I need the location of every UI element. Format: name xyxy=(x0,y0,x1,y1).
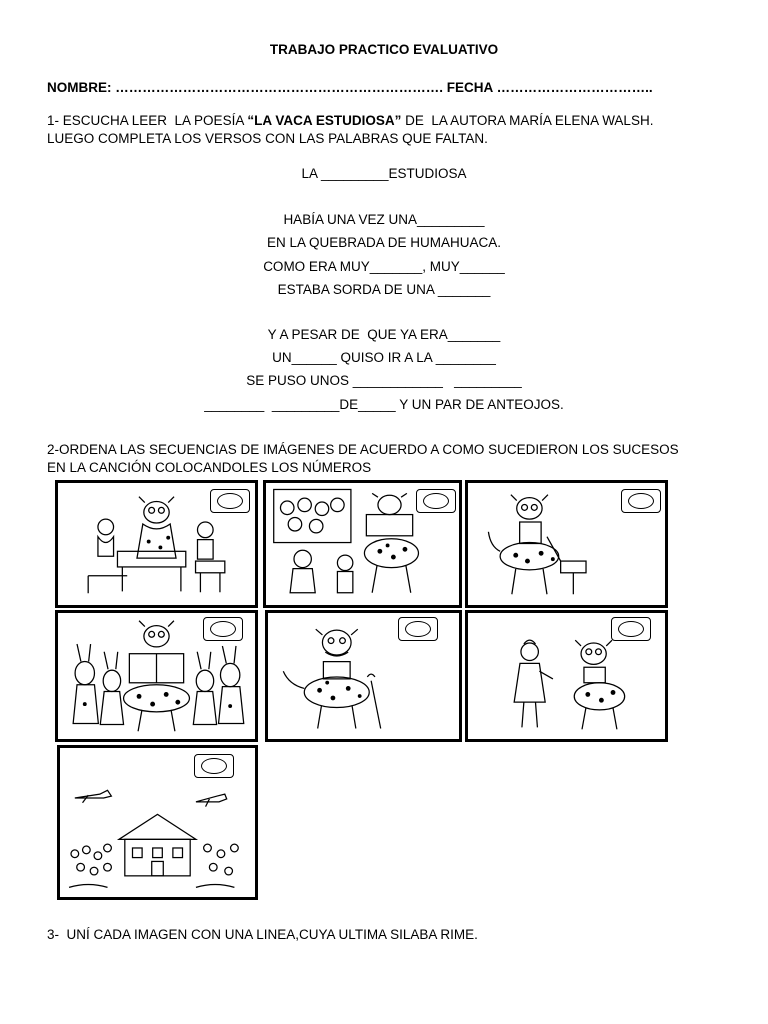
number-box[interactable] xyxy=(210,489,250,513)
poem-verse[interactable]: UN______ QUISO IR A LA ________ xyxy=(272,350,496,365)
poem-verse[interactable]: ________ _________DE_____ Y UN PAR DE ANTEOJOS. xyxy=(204,397,564,412)
number-box[interactable] xyxy=(416,489,456,513)
cow-with-sign-illustration xyxy=(465,480,668,608)
number-box[interactable] xyxy=(621,489,661,513)
number-box[interactable] xyxy=(203,617,243,641)
page-title: TRABAJO PRACTICO EVALUATIVO xyxy=(269,42,499,57)
section3-instruction: 3- UNÍ CADA IMAGEN CON UNA LINEA,CUYA ULTIMA SILABA RIME. xyxy=(47,927,478,942)
section1-instruction-line2: LUEGO COMPLETA LOS VERSOS CON LAS PALABRAS QUE FALTAN. xyxy=(47,131,488,146)
school-planes-crowd-illustration xyxy=(57,745,258,900)
poem-verse[interactable]: HABÍA UNA VEZ UNA_________ xyxy=(283,212,485,227)
section2-instruction: 2-ORDENA LAS SECUENCIAS DE IMÁGENES DE ACUERDO A COMO SUCEDIERON LOS SUCESOS xyxy=(47,442,679,457)
date-field[interactable]: …………………………….. xyxy=(496,80,653,95)
old-cow-with-cane-illustration xyxy=(265,610,462,742)
name-field[interactable]: ………………………………………………………………. xyxy=(115,80,444,95)
number-box[interactable] xyxy=(611,617,651,641)
poem-verse: EN LA QUEBRADA DE HUMAHUACA. xyxy=(266,235,502,250)
name-date-line xyxy=(47,80,653,95)
section2-instruction-line2: EN LA CANCIÓN COLOCANDOLES LOS NÚMEROS xyxy=(47,460,372,475)
poem-verse[interactable]: SE PUSO UNOS ____________ _________ xyxy=(246,373,522,388)
section1-instruction: 1- ESCUCHA LEER LA POESÍA “LA VACA ESTUDIOSA” DE LA AUTORA MARÍA ELENA WALSH. xyxy=(47,113,654,128)
donkeys-dancing-cow-illustration xyxy=(55,610,258,742)
poem-title: LA _________ESTUDIOSA xyxy=(301,166,467,181)
date-label: FECHA xyxy=(446,80,493,95)
woman-and-cow-illustration xyxy=(465,610,668,742)
number-box[interactable] xyxy=(194,754,234,778)
classroom-cow-desk-illustration xyxy=(55,480,258,608)
number-box[interactable] xyxy=(398,617,438,641)
poem-title-quoted: “LA VACA ESTUDIOSA” xyxy=(247,113,402,128)
poem-verse[interactable]: COMO ERA MUY_______, MUY______ xyxy=(263,259,505,274)
poem-verse[interactable]: ESTABA SORDA DE UNA _______ xyxy=(277,282,491,297)
name-label: NOMBRE: xyxy=(47,80,112,95)
cow-reading-children-illustration xyxy=(263,480,462,608)
poem-verse[interactable]: Y A PESAR DE QUE YA ERA_______ xyxy=(267,327,501,342)
